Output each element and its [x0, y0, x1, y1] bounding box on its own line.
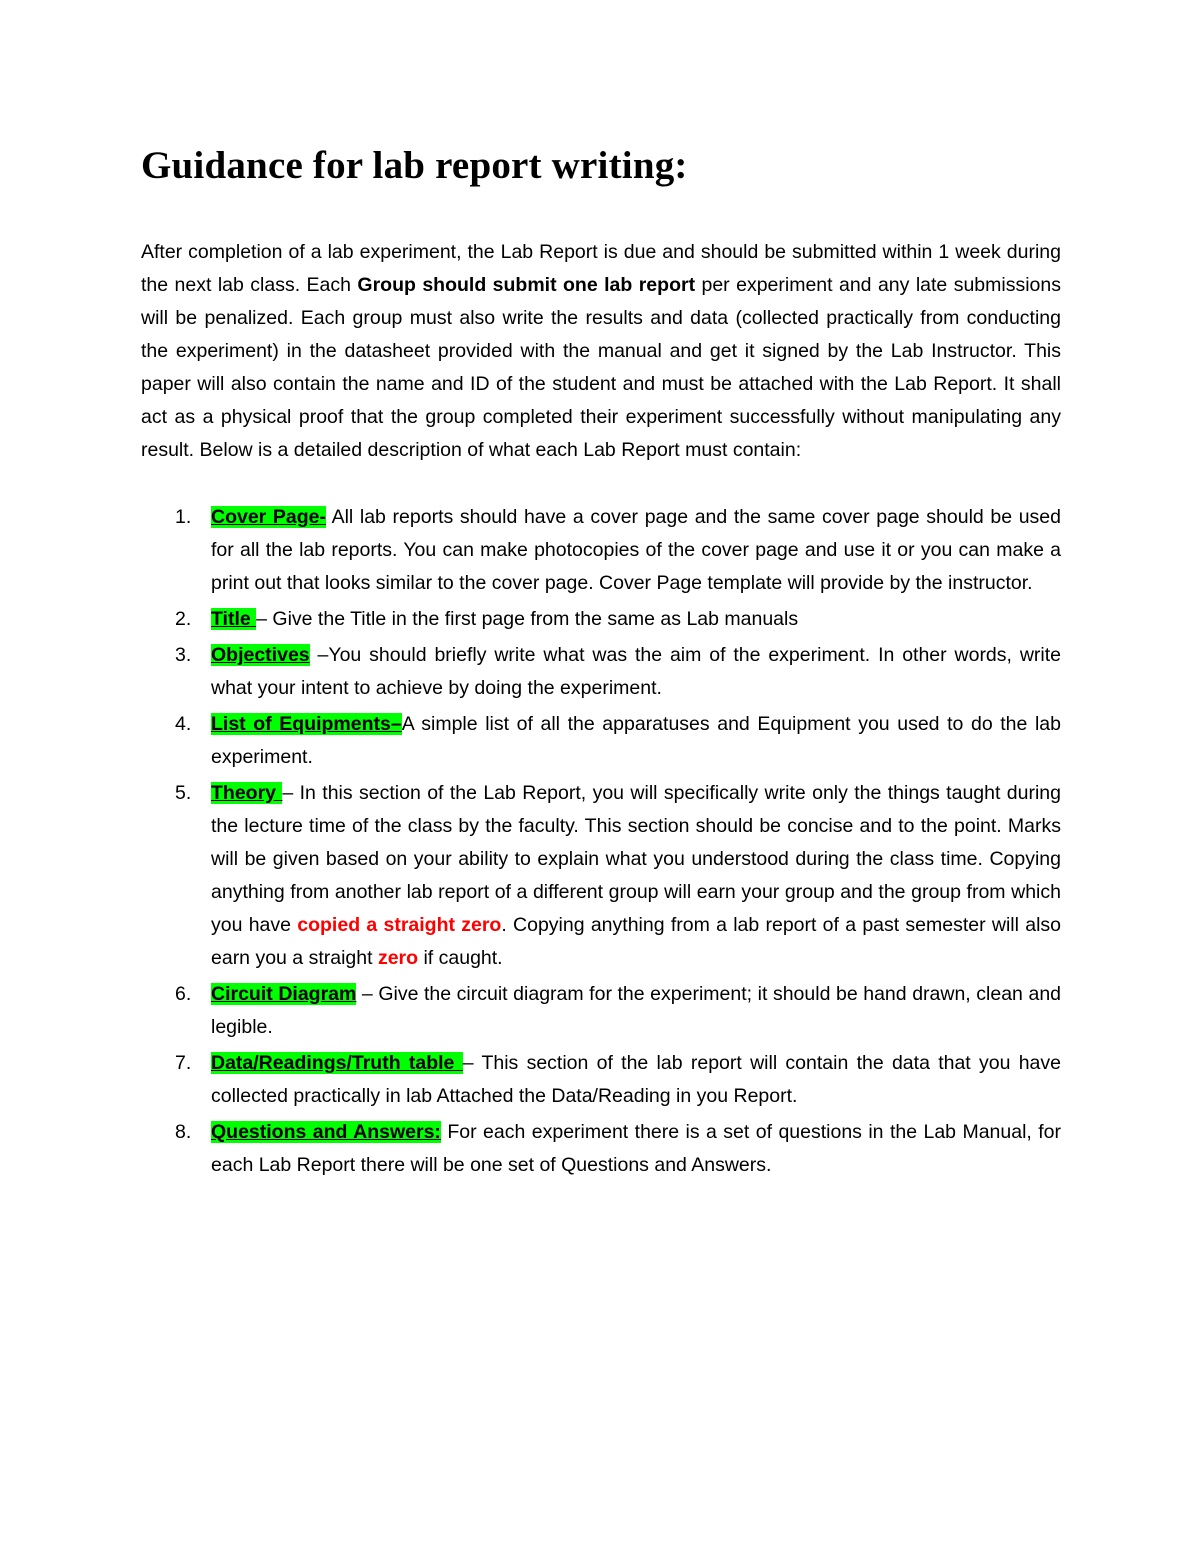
item-label: List of Equipments– [211, 713, 402, 735]
item-text: A simple list of all the apparatuses and Equipment you used to do the lab experiment. [211, 713, 1061, 768]
list-item-title [141, 603, 1061, 636]
item-label: Objectives [211, 644, 310, 666]
item-number: 2. [175, 608, 192, 630]
intro-paragraph [141, 236, 1061, 467]
item-number: 4. [175, 713, 192, 735]
item-text: – This section of the lab report will contain the data that you have collected practically in lab Attached the Data/Reading in you Report. [211, 1052, 1061, 1107]
intro-bold-text: Group should submit one lab report [357, 274, 696, 296]
item-label: Title [211, 608, 257, 630]
item-number: 3. [175, 644, 192, 666]
intro-text-1: After completion of a lab experiment, the Lab Report is due and should be submitted within 1 week during the next lab class. Each [141, 241, 1061, 296]
item-text: . Copying anything from a lab report of a past semester will also earn you a straight [211, 914, 1062, 969]
requirements-list [141, 501, 1061, 1182]
list-item-cover-page [141, 501, 1061, 600]
document-page [141, 140, 1061, 1185]
list-item-circuit-diagram [141, 978, 1061, 1044]
item-label: Cover Page- [211, 506, 327, 528]
item-text: –You should briefly write what was the aim of the experiment. In other words, write what your intent to achieve by doing the experiment. [211, 644, 1061, 699]
list-item-data-readings [141, 1047, 1061, 1113]
list-item-questions-answers [141, 1116, 1061, 1182]
item-number: 7. [175, 1052, 192, 1074]
warning-text: copied a straight zero [297, 914, 502, 936]
item-number: 6. [175, 983, 192, 1005]
item-text: – Give the circuit diagram for the experiment; it should be hand drawn, clean and legible. [211, 983, 1062, 1038]
item-label: Circuit Diagram [211, 983, 357, 1005]
item-text: if caught. [418, 947, 503, 969]
item-number: 8. [175, 1121, 192, 1143]
intro-text-2: per experiment and any late submissions will be penalized. Each group must also write the results and data (collected practically from conducting the experiment) in the datasheet provided with the manual and get it signed by the Lab Instructor. This paper will also contain the name and ID of the student and must be attached with the Lab Report. It shall act as a physical proof that the group completed their experiment successfully without manipulating any result. Below is a detailed description of what each Lab Report must contain: [141, 274, 1061, 461]
item-label: Questions and Answers: [211, 1121, 441, 1143]
item-text: For each experiment there is a set of questions in the Lab Manual, for each Lab Report there will be one set of Questions and Answers. [211, 1121, 1062, 1176]
item-number: 5. [175, 782, 192, 804]
list-item-equipments [141, 708, 1061, 774]
item-number: 1. [175, 506, 192, 528]
item-text: – In this section of the Lab Report, you will specifically write only the things taught during the lecture time of the class by the faculty. This section should be concise and to the point. Marks will be given based on your ability to explain what you understood during the class time. Copying anything from another lab report of a different group will earn your group and the group from which you have [211, 782, 1061, 936]
item-label: Data/Readings/Truth table [211, 1052, 463, 1074]
warning-text: zero [377, 947, 419, 969]
item-label: Theory [211, 782, 283, 804]
item-text: All lab reports should have a cover page and the same cover page should be used for all the lab reports. You can make photocopies of the cover page and use it or you can make a print out that looks similar to the cover page. Cover Page template will provide by the instructor. [211, 506, 1061, 594]
item-text: – Give the Title in the first page from the same as Lab manuals [256, 608, 799, 630]
list-item-theory [141, 777, 1061, 975]
page-title: Guidance for lab report writing: [141, 144, 688, 187]
list-item-objectives [141, 639, 1061, 705]
